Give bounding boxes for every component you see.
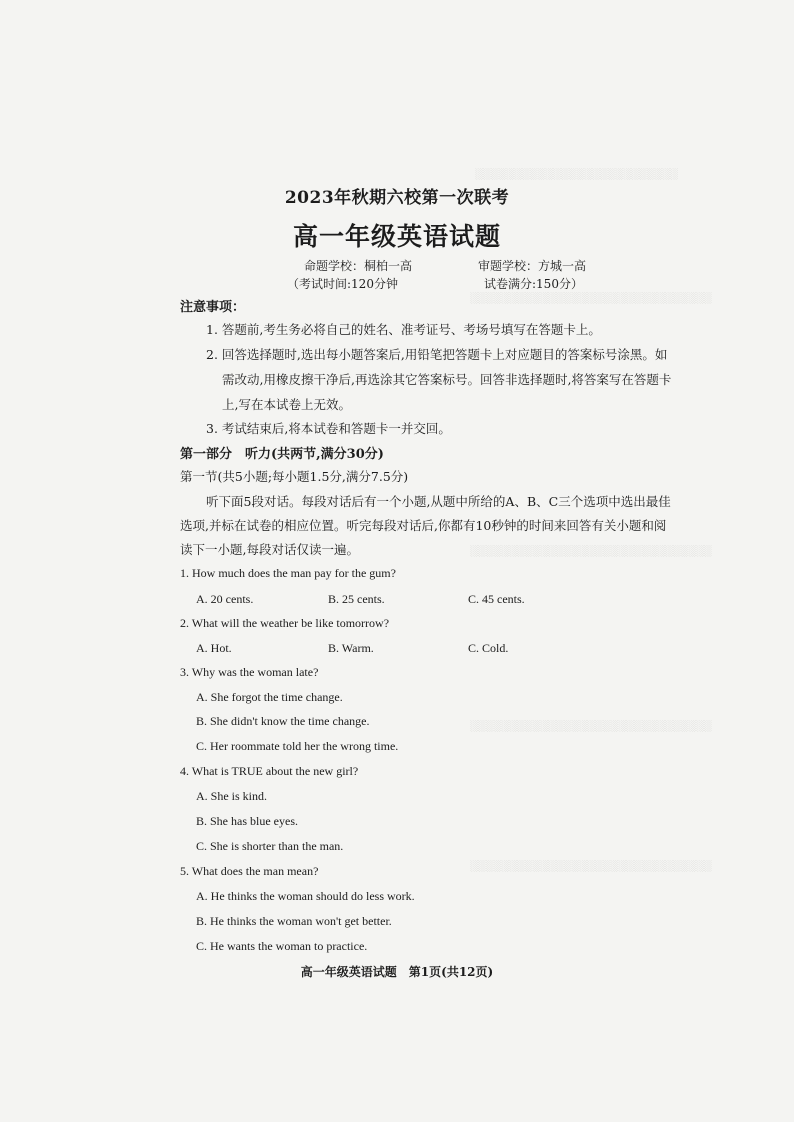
option-4a: A. She is kind. [196,789,268,803]
part1-title: 第一部分 听力(共两节,满分30分) [180,447,384,462]
question-3: 3. Why was the woman late? [180,665,319,679]
option-3b: B. She didn't know the time change. [196,714,370,728]
option-3c: C. Her roommate told her the wrong time. [196,739,399,753]
option-4b: B. She has blue eyes. [196,814,298,828]
proposer-school: 命题学校：桐柏一高 [304,259,413,273]
option-4c: C. She is shorter than the man. [196,839,344,853]
exam-score: 试卷满分:150分） [484,277,583,291]
question-2: 2. What will the weather be like tomorrow? [180,616,390,630]
subject-title: 高一年级英语试题 [292,222,501,251]
exam-title: 2023年秋期六校第一次联考 [284,188,510,208]
section1-title: 第一节(共5小题;每小题1.5分,满分7.5分) [180,469,409,484]
option-2a: A. Hot. [196,641,232,655]
option-1a: A. 20 cents. [196,592,254,606]
reviewer-school: 审题学校：方城一高 [478,259,587,273]
option-2c: C. Cold. [468,641,509,655]
exam-time: （考试时间:120分钟 [287,277,398,291]
option-1b: B. 25 cents. [328,592,385,606]
option-3a: A. She forgot the time change. [196,690,343,704]
bleed-through-text: ░░░░░░░░░░░░░░░░░░░░░░░░░░ [475,168,678,180]
notice-item: 2. 回答选择题时,选出每小题答案后,用铅笔把答题卡上对应题目的答案标号涂黑。如 [206,347,668,362]
option-5b: B. He thinks the woman won't get better. [196,914,392,928]
notice-item: 上,写在本试卷上无效。 [222,397,351,412]
option-2b: B. Warm. [328,641,374,655]
notice-item: 3. 考试结束后,将本试卷和答题卡一并交回。 [206,421,451,436]
question-4: 4. What is TRUE about the new girl? [180,764,359,778]
notice-heading: 注意事项： [180,300,246,315]
bleed-through-text: ░░░░░░░░░░░░░░░░░░░░░░░░░░░░░░░ [470,292,712,304]
question-1: 1. How much does the man pay for the gum? [180,566,396,580]
page-footer: 高一年级英语试题 第1页(共12页) [300,965,494,979]
section1-instructions: 读下一小题,每段对话仅读一遍。 [180,542,359,557]
notice-item: 1. 答题前,考生务必将自己的姓名、准考证号、考场号填写在答题卡上。 [206,322,601,337]
section1-instructions: 听下面5段对话。每段对话后有一个小题,从题中所给的A、B、C三个选项中选出最佳 [206,494,671,509]
bleed-through-text: ░░░░░░░░░░░░░░░░░░░░░░░░░░░░░░░ [470,720,712,732]
option-1c: C. 45 cents. [468,592,525,606]
section1-instructions: 选项,并标在试卷的相应位置。听完每段对话后,你都有10秒钟的时间来回答有关小题和阅 [180,518,667,533]
bleed-through-text: ░░░░░░░░░░░░░░░░░░░░░░░░░░░░░░░ [470,545,712,557]
bleed-through-text: ░░░░░░░░░░░░░░░░░░░░░░░░░░░░░░░ [470,860,712,872]
notice-item: 需改动,用橡皮擦干净后,再选涂其它答案标号。回答非选择题时,将答案写在答题卡 [222,372,672,387]
question-5: 5. What does the man mean? [180,864,319,878]
option-5c: C. He wants the woman to practice. [196,939,368,953]
option-5a: A. He thinks the woman should do less work. [196,889,415,903]
